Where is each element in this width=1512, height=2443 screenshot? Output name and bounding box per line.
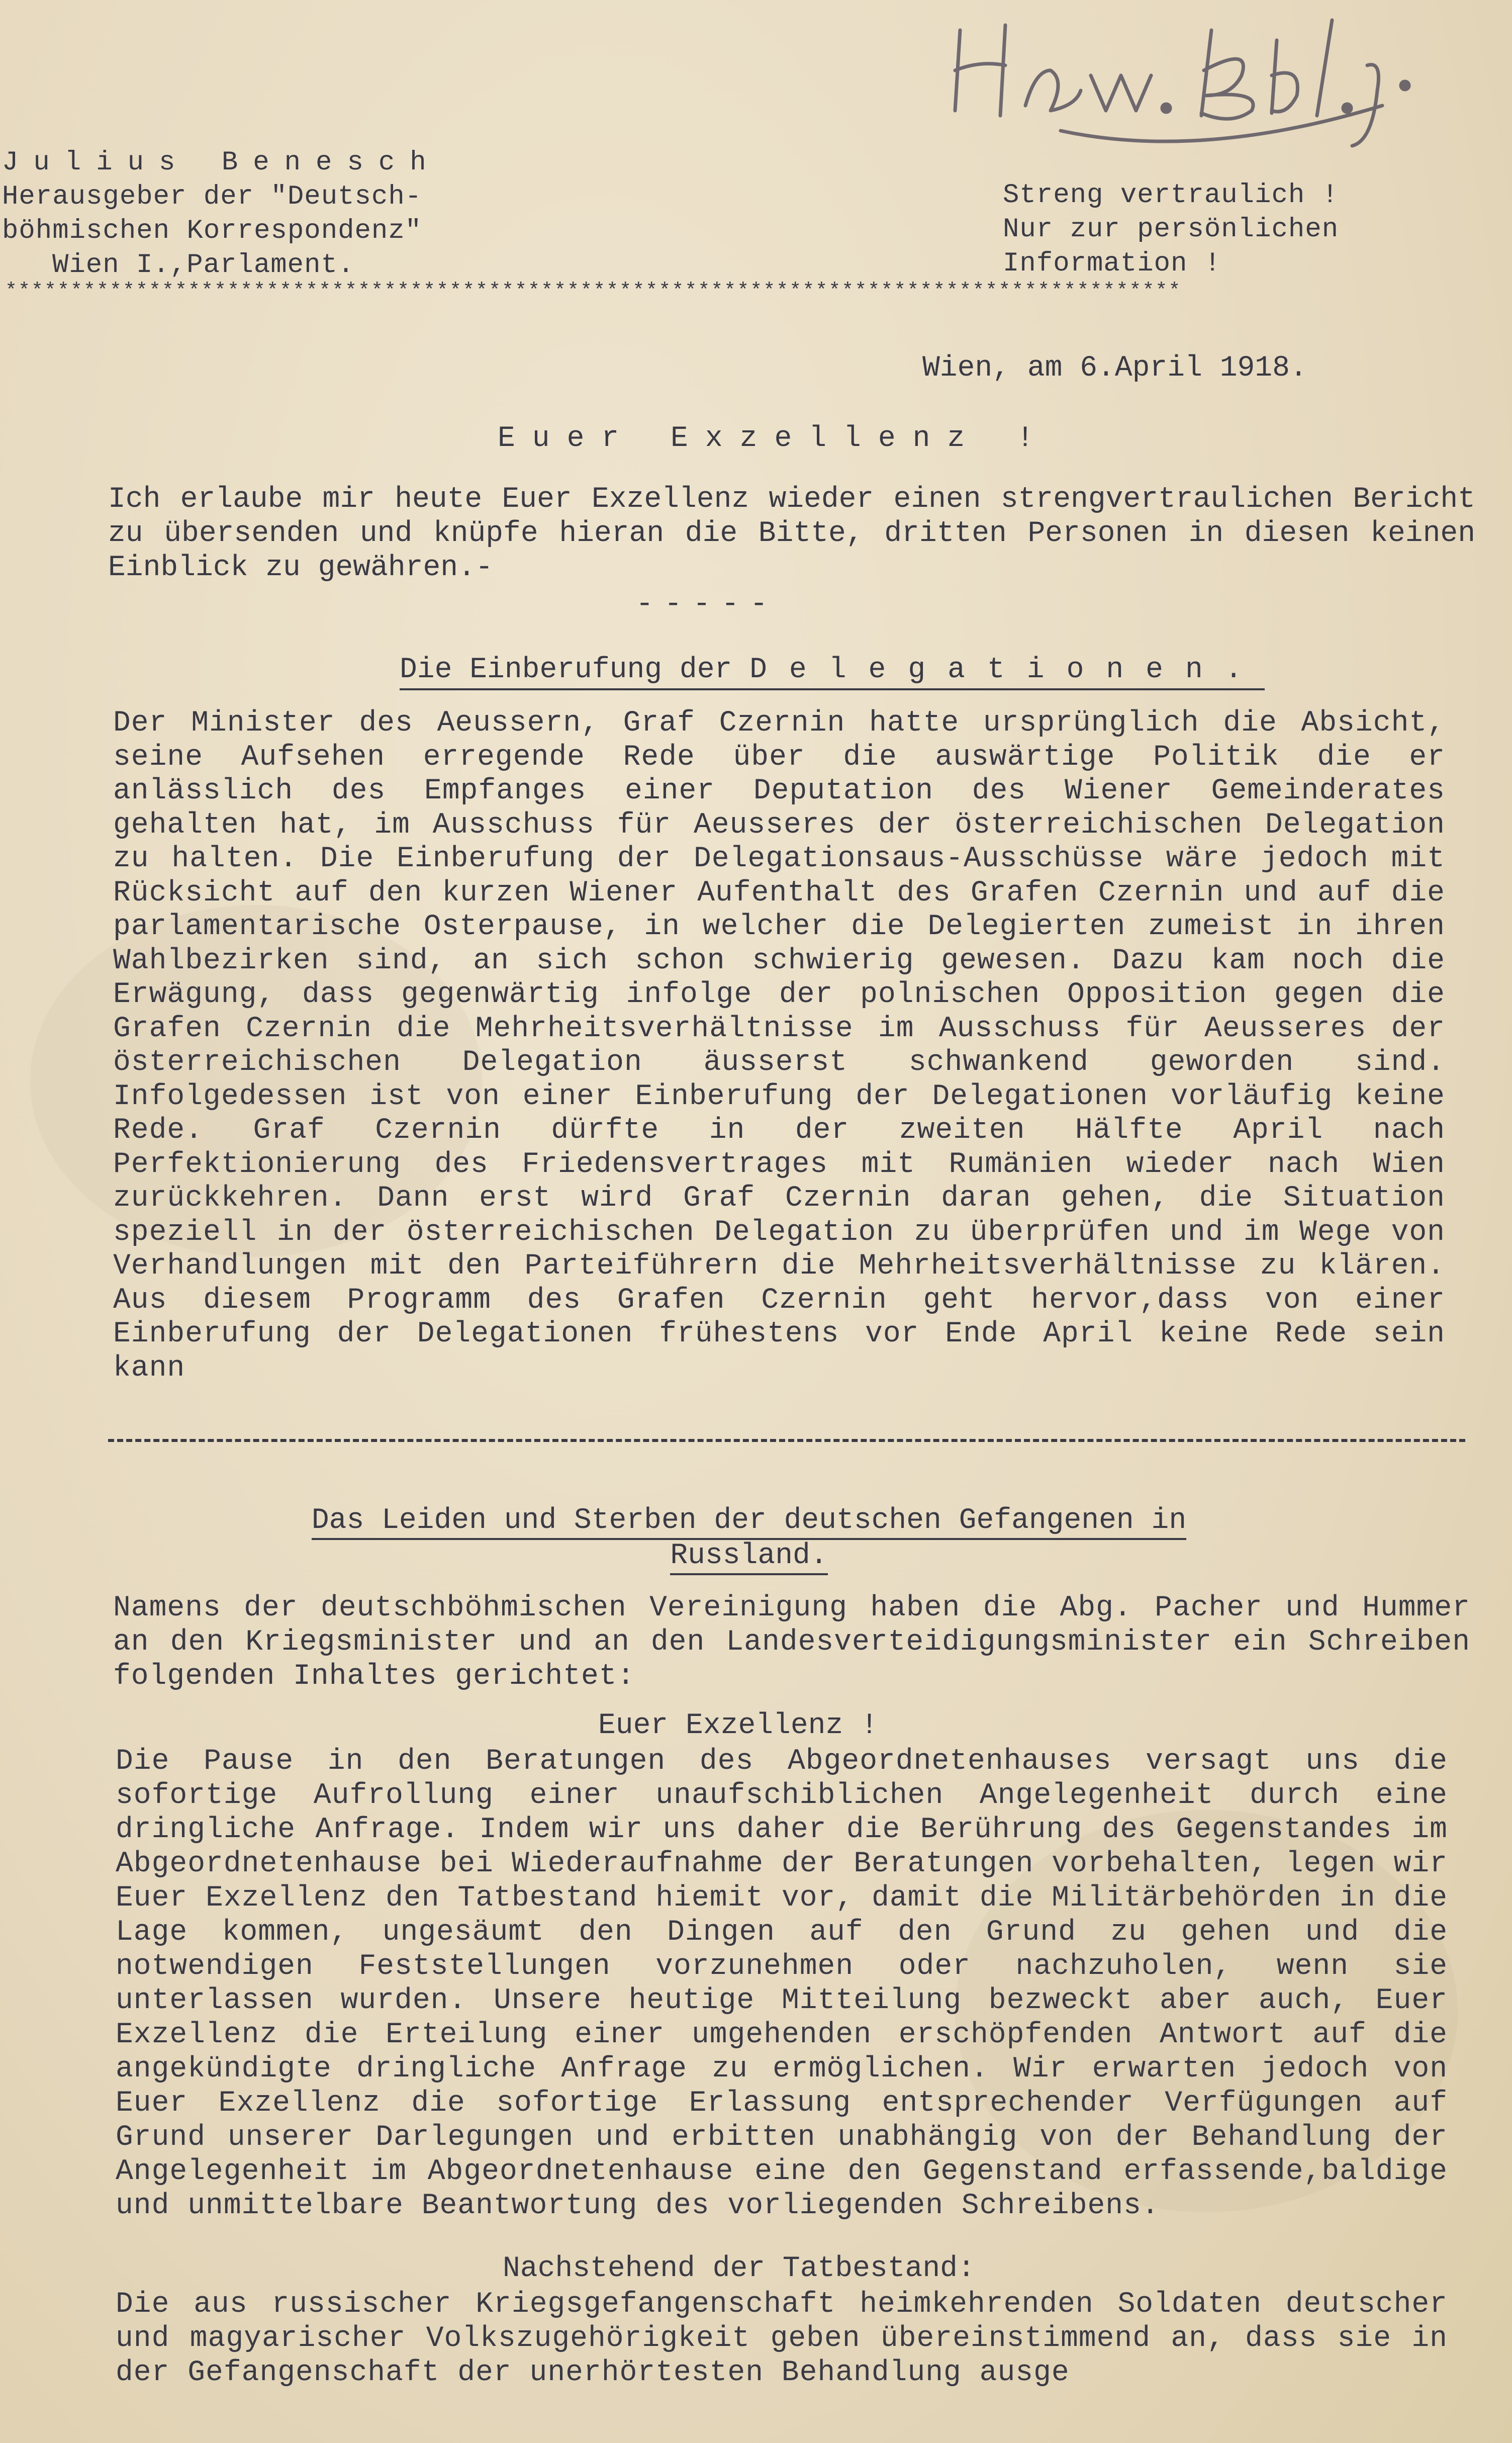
section-heading-part: Delegationen. (749, 654, 1265, 686)
sender-address: Wien I.,Parlament. (52, 250, 355, 281)
intro-paragraph: Ich erlaube mir heute Euer Exzellenz wieder einen strengvertraulichen Bericht zu übersenden und knüpfe hieran die Bitte, dritten Personen in diesen keinen Einblick zu gewähren.- (108, 483, 1475, 584)
confidential-notice (1003, 178, 1339, 281)
section-heading-part: Die Einberufung der (400, 654, 750, 686)
section-heading-line: Das Leiden und Sterben der deutschen Gefangenen in (312, 1504, 1186, 1540)
sender-publication: böhmischen Korrespondenz" (2, 216, 422, 246)
letter-salutation: Euer Exzellenz ! (598, 1709, 878, 1742)
section-heading-delegations (400, 654, 1265, 690)
sender-title: Herausgeber der "Deutsch- (2, 182, 422, 212)
sender-name: Julius Benesch (2, 147, 441, 178)
confidential-line: Information ! (1003, 248, 1221, 279)
star-separator: ****************************************************************************************** (5, 280, 1182, 303)
section-intro-prisoners: Namens der deutschböhmischen Vereinigung haben die Abg. Pacher und Hummer an den Kriegsminister und an den Landesverteidigungsminister ein Schreiben folgenden Inhaltes gerichtet: (113, 1592, 1470, 1693)
dateline: Wien, am 6.April 1918. (922, 352, 1307, 385)
intro-dashes: ----- (636, 588, 779, 621)
confidential-line: Streng vertraulich ! (1003, 180, 1339, 211)
facts-paragraph: Die aus russischer Kriegsgefangenschaft heimkehrenden Soldaten deutscher und magyarischer Volkszugehörigkeit geben übereinstimmend an, dass sie in der Gefangenschaft der unerhörtesten Behandlung ausge (116, 2288, 1448, 2389)
confidential-line: Nur zur persönlichen (1003, 214, 1339, 245)
dashed-divider (108, 1439, 1465, 1442)
section-heading-line: Russland. (670, 1540, 827, 1575)
section-heading-prisoners (239, 1503, 1259, 1574)
facts-subheading: Nachstehend der Tatbestand: (503, 2252, 975, 2285)
sender-block (2, 146, 441, 283)
letter-body: Die Pause in den Beratungen des Abgeordnetenhauses versagt uns die sofortige Aufrollung einer unaufschiblichen Angelegenheit durch eine dringliche Anfrage. Indem wir uns daher die Berührung des Gegenstandes im Abgeordnetenhause bei Wiederaufnahme der Beratungen vorbehalten, legen wir Euer Exzellenz den Tatbestand hiemit vor, damit die Militärbehörden in die Lage kommen, ungesäumt den Dingen auf den Grund zu gehen und die notwendigen Feststellungen vorzunehmen oder nachzuholen, wenn sie unterlassen wurden. Unsere heutige Mitteilung bezweckt aber auch, Euer Exzellenz die Erteilung einer umgehenden erschöpfenden Antwort auf die angekündigte dringliche Anfrage zu ermöglichen. Wir erwarten jedoch von Euer Exzellenz die sofortige Erlassung entsprechender Verfügungen auf Grund unserer Darlegungen und erbitten unabhängig von der Behandlung der Angelegenheit im Abgeordnetenhause eine den Gegenstand erfassende,baldige und unmittelbare Beantwortung des vorliegenden Schreibens. (116, 1745, 1448, 2222)
section-body-delegations: Der Minister des Aeussern, Graf Czernin hatte ursprünglich die Absicht, seine Aufsehen erregende Rede über die auswärtige Politik die er anlässlich des Empfanges einer Deputation des Wiener Gemeinderates gehalten hat, im Ausschuss für Aeusseres der österreichischen Delegation zu halten. Die Einberufung der Delegationsaus-Ausschüsse wäre jedoch mit Rücksicht auf den kurzen Wiener Aufenthalt des Grafen Czernin und auf die parlamentarische Osterpause, in welcher die Delegierten zumeist in ihren Wahlbezirken sind, an sich schon schwierig gewesen. Dazu kam noch die Erwägung, dass gegenwärtig infolge der polnischen Opposition gegen die Grafen Czernin die Mehrheitsverhältnisse im Ausschuss für Aeusseres der österreichischen Delegation äusserst schwankend geworden sind. Infolgedessen ist von einer Einberufung der Delegationen vorläufig keine Rede. Graf Czernin dürfte in der zweiten Hälfte April nach Perfektionierung des Friedensvertrages mit Rumänien wieder nach Wien zurückkehren. Dann erst wird Graf Czernin daran gehen, die Situation speziell in der österreichischen Delegation zu überprüfen und im Wege von Verhandlungen mit den Parteiführern die Mehrheitsverhältnisse zu klären. Aus diesem Programm des Grafen Czernin geht hervor,dass von einer Einberufung der Delegationen frühestens vor Ende April keine Rede sein kann (113, 707, 1445, 1385)
salutation: Euer Exzellenz ! (498, 422, 1051, 455)
handwritten-annotation (950, 10, 1453, 161)
